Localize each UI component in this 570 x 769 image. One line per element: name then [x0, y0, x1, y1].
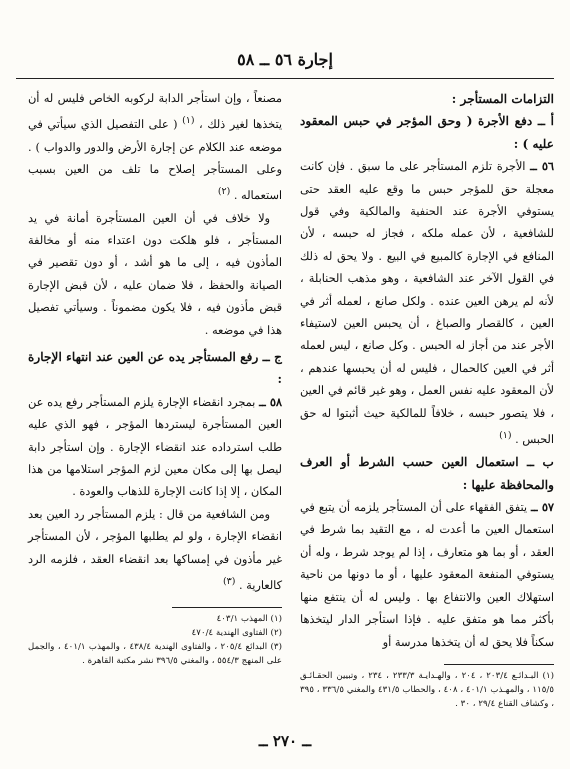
footnote: (٣) البدائع ٢٠٥/٤ ، والفتاوى الهندية ٤٣٨/٤ ، والمهذب ٤٠١/١ ، والجمل على المنهج ٥٥٤/٣ ، والمغني ٣٩٦/٥ نشر مكتبة القاهرة . [28, 642, 282, 667]
paragraph-57-continued [28, 88, 282, 208]
paragraph-text: ومن الشافعية من قال : يلزم المستأجر رد العين بعد انقضاء الإجارة ، ولو لم يطلبها المؤجر ، لأن المستأجر غير مأذون في إمساكها بعد انقضاء العقد ، فلزمه الرد كالعارية . [28, 507, 282, 592]
footnote-rule [444, 664, 554, 665]
paragraph-text: بمجرد انقضاء الإجارة يلزم المستأجر رفع يده عن العين المستأجرة ليستردها المؤجر ، فهو الذي عليه طلب استرداده عند انقضاء الإجارة . وإن استأجر دابة ليصل بها إلى مكان معين لزم المؤجر استلامها من هذا المكان ، إلا إذا كانت الإجارة للذهاب والعودة . [28, 395, 282, 499]
paragraph-trust: ولا خلاف في أن العين المستأجرة أمانة في يد المستأجر ، فلو هلكت دون اعتداء منه أو مخالفة المأذون فيه ، إلى ما هو أشد ، أو دون تقصير في الصيانة والحفظ ، فلا ضمان عليه ، لأن قبض الإجارة قبض مأذون فيه ، فلا يكون مضموناً . وسيأتي تفصيل هذا في موضعه . [28, 211, 282, 337]
subheading-a: أ ــ دفع الأجرة ( وحق المؤجر في حبس المعقود عليه ) : [300, 114, 554, 151]
paragraph-number: ٥٨ ــ [259, 394, 282, 409]
paragraph-number: ٥٧ ــ [530, 500, 554, 515]
paragraph-text: الأجرة تلزم المستأجر على ما سبق . فإن كانت معجلة حق للمؤجر حبس ما وقع عليه العقد حتى يستوفي الأجرة عند الحنفية والمالكية وفي قول للشافعية ، لأن عمله ملكه ، فجاز له حبسه ، لأن المنافع في الإجارة كالمبيع في البيع . ولا يحق له ذلك في القول الآخر عند الشافعية ، وهو مذهب الحنابلة ، لأنه لم يرهن العين عنده . ولكل صانع ، لعمله أثر في العين ، كالقصار والصباغ ، أن يحبس العين لاستيفاء الأجر عند من أجاز له الحبس . وكل صانع ، ليس لعمله أثر في العين كالحمال ، فليس له أن يحبسها عندهم ، لأن المعقود عليه نفس العمل ، وهو غير قائم في العين ، فلا يتصور حبسه ، خلافاً للمالكية حيث أثبتوا له حق الحبس . [300, 160, 554, 446]
footnote-ref: (٢) [217, 186, 231, 198]
paragraph-text: ( على التفصيل الذي سيأتي في موضعه عند الكلام عن إجارة الأرض والدور والدواب ) . وعلى المستأجر إصلاح ما تلف من العين بسبب استعماله . [28, 118, 282, 203]
right-column [300, 88, 554, 711]
section-heading: التزامات المستأجر : [451, 92, 554, 106]
footnote: (٢) الفتاوى الهندية ٤٧٠/٤ [191, 628, 282, 639]
paragraph-shafii [28, 504, 282, 597]
paragraph-56 [300, 155, 554, 451]
footnote-ref: (١) [182, 115, 195, 127]
subheading-c: ج ــ رفع المستأجر يده عن العين عند انتهاء الإجارة : [28, 350, 282, 387]
paragraph-58 [28, 391, 282, 504]
page-number: ــ ٢٧٠ ــ [258, 732, 312, 750]
left-column [28, 88, 282, 668]
paragraph-text: مصنعاً ، وإن استأجر الدابة لركوبه الخاص فليس له أن يتخذها لغير ذلك ، [28, 92, 283, 132]
footnote-ref: (١) [499, 430, 512, 442]
footnote-ref: (٣) [223, 576, 236, 588]
footnote-rule [172, 607, 282, 608]
header-rule [16, 78, 554, 79]
footnote: (١) المهذب ٤٠٣/١ [216, 614, 282, 625]
paragraph-text: يتفق الفقهاء على أن المستأجر يلزمه أن يتبع في استعمال العين ما أعدت له ، مع التقيد بما شرط في العقد ، أو بما هو متعارف ، إذا لم يوجد شرط ، وله أن يستوفي المنفعة المعقود عليها ، أو ما دونها من ناحية استهلاك العين والانتفاع بها . وليس له أن ينتفع منها بأكثر مما هو متفق عليه . فإذا استأجر الدار ليتخذها سكناً فلا يحق له أن يتخذها مدرسة أو [300, 501, 554, 649]
footnote: (١) البـدائـع ٢٠٣/٤ ، ٢٠٤ ، والهـدايـة ٢٣٣/٣ ، ٢٣٤ ، وتبيين الحقـائـق ١١٥/٥ ، والمهـذب ٤٠١/١ ، ٤٠٨ ، والحطاب ٤٣١/٥ والمغني ٣٣٦/٥ ، ٣٩٥ ، وكشاف القناع ٢٩/٤ ، ٣٠ . [300, 670, 555, 709]
running-header: إجارة ٥٦ ــ ٥٨ [237, 50, 333, 69]
paragraph-number: ٥٦ ــ [530, 159, 554, 174]
paragraph-57 [300, 496, 554, 654]
subheading-b: ب ــ استعمال العين حسب الشرط أو العرف والمحافظة عليها : [300, 455, 554, 492]
